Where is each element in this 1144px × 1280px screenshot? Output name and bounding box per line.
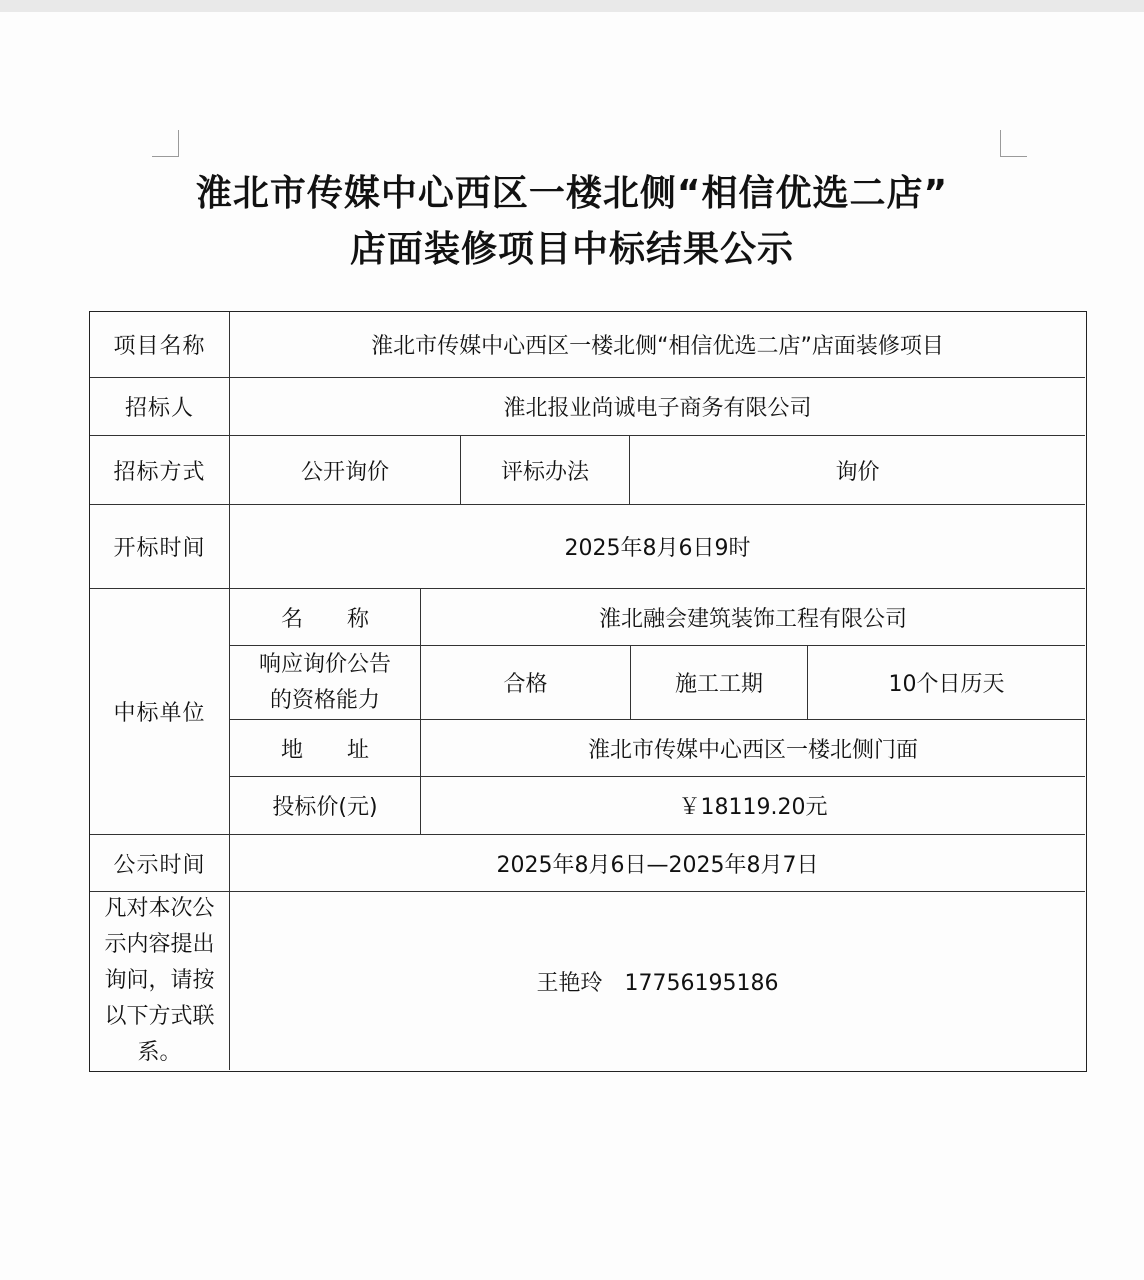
bid-price-value: ￥18119.20元 xyxy=(421,777,1085,835)
winner-name-value: 淮北融会建筑装饰工程有限公司 xyxy=(421,589,1085,646)
opening-time-label: 开标时间 xyxy=(90,505,230,589)
publicity-time-value: 2025年8月6日—2025年8月7日 xyxy=(230,835,1085,892)
contact-value: 王艳玲 17756195186 xyxy=(536,970,779,996)
bid-price-label: 投标价(元) xyxy=(230,777,421,835)
construction-period-value: 10个日历天 xyxy=(808,646,1085,720)
title-line-2: 店面装修项目中标结果公示 xyxy=(349,229,794,270)
address-label: 地 址 xyxy=(230,720,421,777)
tenderer-label: 招标人 xyxy=(90,378,230,436)
qualification-label: 响应询价公告的资格能力 xyxy=(258,651,391,713)
publicity-time-label: 公示时间 xyxy=(90,835,230,892)
document-title xyxy=(0,166,1144,278)
contact-label: 凡对本次公示内容提出询问，请按以下方式联系。 xyxy=(104,896,215,1065)
winner-label: 中标单位 xyxy=(90,589,230,835)
qualification-value: 合格 xyxy=(421,646,631,720)
page-corner-mark-left xyxy=(152,130,179,157)
evaluation-method-value: 询价 xyxy=(630,436,1085,505)
evaluation-method-label: 评标办法 xyxy=(461,436,630,505)
bid-result-table xyxy=(89,311,1087,1072)
winner-name-label: 名 称 xyxy=(230,589,421,646)
top-status-band xyxy=(0,0,1144,12)
page-corner-mark-right xyxy=(1000,130,1027,157)
contact-label-cell xyxy=(90,892,230,1070)
project-name-label: 项目名称 xyxy=(90,312,230,378)
project-name-value: 淮北市传媒中心西区一楼北侧“相信优选二店”店面装修项目 xyxy=(230,312,1085,378)
address-value: 淮北市传媒中心西区一楼北侧门面 xyxy=(421,720,1085,777)
bid-method-value: 公开询价 xyxy=(230,436,461,505)
qualification-label-cell xyxy=(230,646,421,720)
construction-period-label: 施工工期 xyxy=(631,646,808,720)
opening-time-value: 2025年8月6日9时 xyxy=(230,505,1085,589)
bid-method-label: 招标方式 xyxy=(90,436,230,505)
title-line-1: 淮北市传媒中心西区一楼北侧“相信优选二店” xyxy=(195,173,949,214)
tenderer-value: 淮北报业尚诚电子商务有限公司 xyxy=(230,378,1085,436)
